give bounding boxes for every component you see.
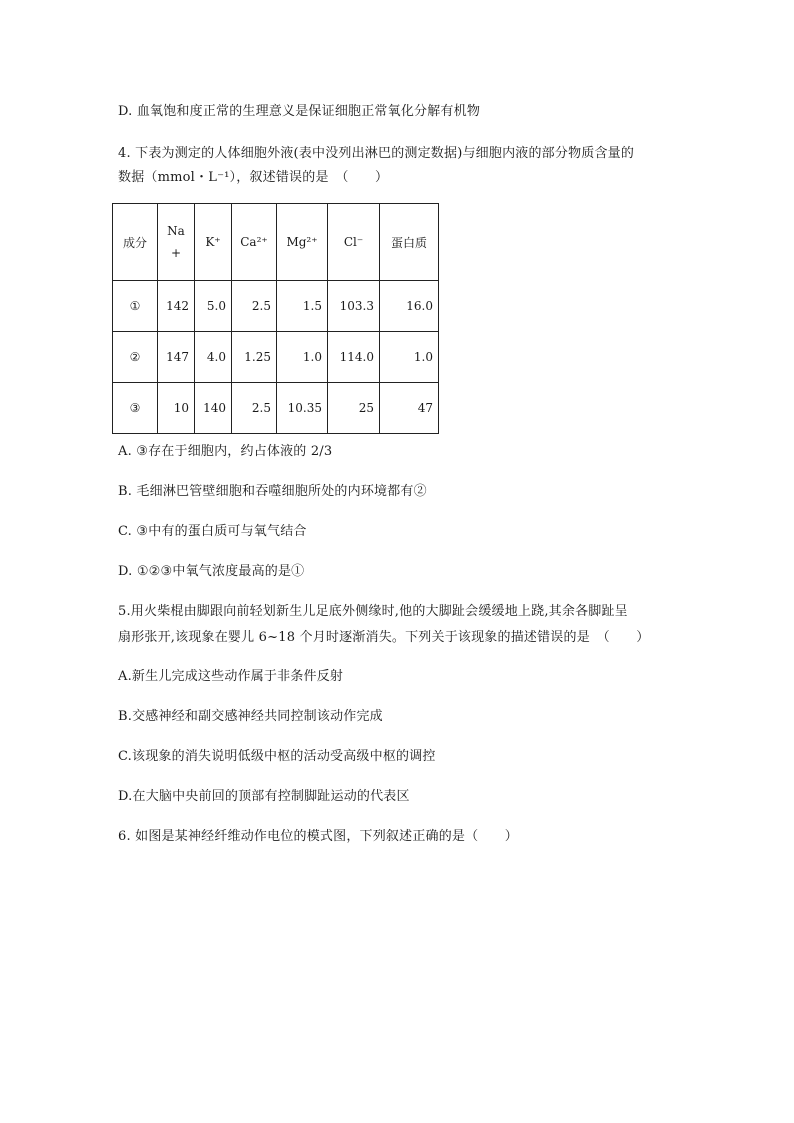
table-header-row	[113, 204, 439, 281]
table-row: ③ 10 140 2.5 10.35 25 47	[113, 383, 439, 434]
q6-stem: 6. 如图是某神经纤维动作电位的模式图，下列叙述正确的是（ ）	[118, 829, 518, 844]
table-row: ② 147 4.0 1.25 1.0 114.0 1.0	[113, 332, 439, 383]
table-row: ① 142 5.0 2.5 1.5 103.3 16.0	[113, 281, 439, 332]
header-mg: Mg²⁺	[277, 204, 328, 281]
q4-option-d: D. ①②③中氧气浓度最高的是①	[118, 564, 305, 579]
q5-option-a: A.新生儿完成这些动作属于非条件反射	[118, 669, 344, 684]
q4-data-table	[112, 203, 439, 434]
q5-stem-line1: 5.用火柴棍由脚跟向前轻划新生儿足底外侧缘时,他的大脚趾会缓缓地上跷,其余各脚趾呈	[118, 604, 628, 619]
q3-option-d: D. 血氧饱和度正常的生理意义是保证细胞正常氧化分解有机物	[118, 104, 481, 119]
header-protein: 蛋白质	[380, 204, 439, 281]
q5-option-b: B.交感神经和副交感神经共同控制该动作完成	[118, 709, 383, 724]
q4-stem-line1: 4. 下表为测定的人体细胞外液(表中没列出淋巴的测定数据)与细胞内液的部分物质含量的	[118, 146, 635, 161]
q5-option-d: D.在大脑中央前回的顶部有控制脚趾运动的代表区	[118, 789, 410, 804]
q4-option-a: A. ③存在于细胞内，约占体液的 2/3	[118, 444, 333, 459]
header-component: 成分	[113, 204, 158, 281]
header-na: Na +	[158, 204, 195, 281]
q5-option-c: C.该现象的消失说明低级中枢的活动受高级中枢的调控	[118, 749, 436, 764]
q4-stem-line2: 数据（mmol・L⁻¹），叙述错误的是 （ ）	[118, 170, 389, 185]
q4-option-c: C. ③中有的蛋白质可与氧气结合	[118, 524, 307, 539]
q4-option-b: B. 毛细淋巴管壁细胞和吞噬细胞所处的内环境都有②	[118, 484, 427, 499]
header-cl: Cl⁻	[328, 204, 380, 281]
q5-stem-line2: 扇形张开,该现象在婴儿 6~18 个月时逐渐消失。下列关于该现象的描述错误的是 （ ）	[118, 630, 650, 645]
header-k: K⁺	[195, 204, 232, 281]
header-ca: Ca²⁺	[232, 204, 277, 281]
